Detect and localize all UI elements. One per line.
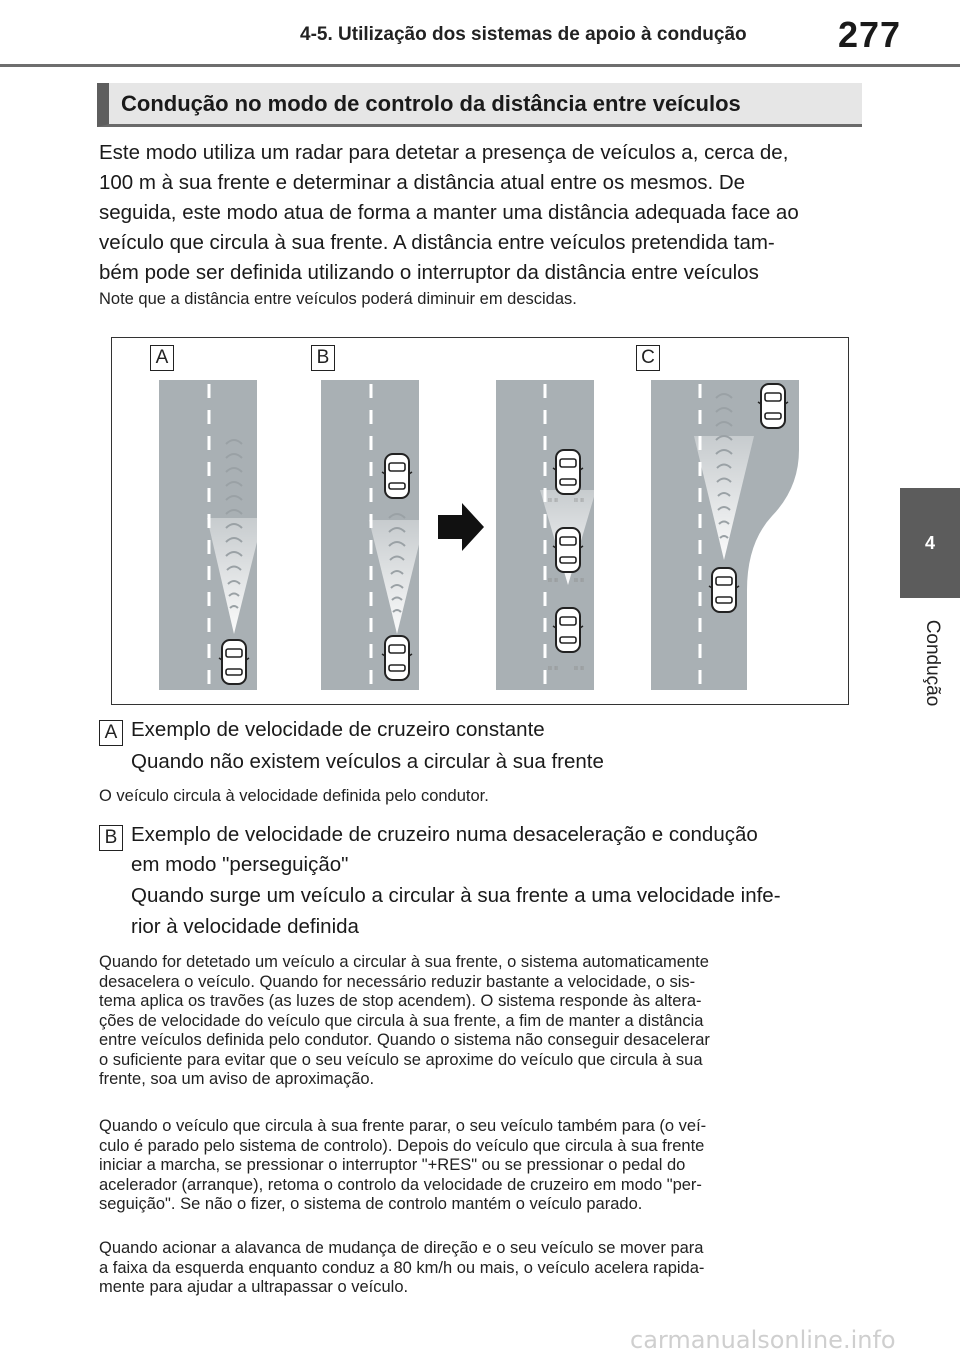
header-section-title: 4-5. Utilização dos sistemas de apoio à condução bbox=[300, 24, 747, 45]
lead-line: Este modo utiliza um radar para detetar a presença de veículos a, cerca de, bbox=[99, 141, 789, 164]
paragraph-line: Quando o veículo que circula à sua frente parar, o seu veículo também para (o veí- bbox=[99, 1117, 707, 1135]
svg-text:ıı ıı: ıı ıı bbox=[574, 576, 585, 584]
lead-line: 100 m à sua frente e determinar a distância atual entre os mesmos. De bbox=[99, 171, 746, 194]
road-c bbox=[651, 380, 799, 690]
paragraph-line: Quando for detetado um veículo a circular à sua frente, o sistema automaticamente bbox=[99, 953, 709, 971]
item-a-marker: A bbox=[99, 720, 123, 746]
paragraph-overtake bbox=[99, 1239, 859, 1298]
item-a-subtitle: Quando não existem veículos a circular à sua frente bbox=[131, 750, 604, 773]
paragraph-line: culo é parado pelo sistema de controlo). Depois do veículo que circula à sua frente bbox=[99, 1136, 705, 1155]
chapter-tab bbox=[900, 488, 960, 598]
svg-text:ıı ıı: ıı ıı bbox=[548, 576, 559, 584]
item-b-title-line2: em modo "perseguição" bbox=[131, 853, 349, 876]
item-b-subtitle-line2: rior à velocidade definida bbox=[131, 915, 359, 938]
descent-note: Note que a distância entre veículos poderá diminuir em descidas. bbox=[99, 290, 577, 308]
paragraph-line: iniciar a marcha, se pressionar o interruptor "+RES" ou se pressionar o pedal do bbox=[99, 1156, 686, 1174]
paragraph-line: entre veículos definida pelo condutor. Quando o sistema não conseguir desacelerar bbox=[99, 1031, 710, 1049]
svg-text:ıı ıı: ıı ıı bbox=[548, 496, 559, 504]
road-a bbox=[159, 380, 263, 690]
item-a-detail: O veículo circula à velocidade definida pelo condutor. bbox=[99, 787, 489, 805]
paragraph-line: desacelera o veículo. Quando for necessário reduzir bastante a velocidade, o sis- bbox=[99, 972, 696, 991]
chapter-number: 4 bbox=[924, 532, 935, 553]
paragraph-line: frente, soa um aviso de aproximação. bbox=[99, 1070, 375, 1088]
section-heading-box bbox=[97, 83, 862, 127]
page-number: 277 bbox=[838, 14, 902, 55]
paragraph-line: seguição". Se não o fizer, o sistema de controlo mantém o veículo parado. bbox=[99, 1195, 643, 1213]
paragraph-line: o suficiente para evitar que o seu veículo se aproxime do veículo que circula à sua bbox=[99, 1050, 703, 1069]
diagram-label-b: B bbox=[311, 345, 335, 371]
section-title: Condução no modo de controlo da distância entre veículos bbox=[121, 90, 741, 116]
item-b-title-line1: Exemplo de velocidade de cruzeiro numa desaceleração e condução bbox=[131, 823, 758, 846]
svg-text:ıı ıı: ıı ıı bbox=[574, 664, 585, 672]
header-divider bbox=[0, 64, 960, 67]
paragraph-stop bbox=[99, 1117, 859, 1215]
lead-paragraph bbox=[99, 138, 861, 288]
transition-arrow bbox=[438, 503, 484, 551]
paragraph-line: acelerador (arranque), retoma o controlo da velocidade de cruzeiro em modo "per- bbox=[99, 1175, 702, 1194]
svg-text:ıı ıı: ıı ıı bbox=[574, 496, 585, 504]
paragraph-line: a faixa da esquerda enquanto conduz a 80 km/h ou mais, o veículo acelera rapida- bbox=[99, 1258, 705, 1277]
paragraph-line: ções de velocidade do veículo que circula à sua frente, a fim de manter a distância bbox=[99, 1011, 704, 1030]
lead-line: seguida, este modo atua de forma a manter uma distância adequada face ao bbox=[99, 201, 799, 224]
paragraph-line: mente para ajudar a ultrapassar o veículo. bbox=[99, 1278, 409, 1296]
chapter-label: Condução bbox=[922, 619, 943, 707]
item-b-subtitle-line1: Quando surge um veículo a circular à sua frente a uma velocidade infe- bbox=[131, 884, 781, 907]
item-b-marker: B bbox=[99, 825, 123, 851]
radar-diagram bbox=[111, 337, 849, 705]
road-b-after bbox=[496, 380, 596, 690]
lead-line: veículo que circula à sua frente. A distância entre veículos pretendida tam- bbox=[99, 231, 775, 254]
paragraph-deceleration bbox=[99, 953, 859, 1090]
watermark: carmanualsonline.info bbox=[630, 1326, 896, 1354]
diagram-label-c: C bbox=[636, 345, 660, 371]
paragraph-line: Quando acionar a alavanca de mudança de direção e o seu veículo se mover para bbox=[99, 1239, 704, 1257]
svg-text:ıı ıı: ıı ıı bbox=[548, 664, 559, 672]
lead-line: bém pode ser definida utilizando o interruptor da distância entre veículos bbox=[99, 261, 759, 284]
road-b-before bbox=[321, 380, 425, 690]
paragraph-line: tema aplica os travões (as luzes de stop acendem). O sistema responde às altera- bbox=[99, 992, 702, 1010]
item-a-title: Exemplo de velocidade de cruzeiro constante bbox=[131, 718, 545, 741]
diagram-label-a: A bbox=[150, 345, 174, 371]
diagram-illustration bbox=[112, 338, 849, 705]
